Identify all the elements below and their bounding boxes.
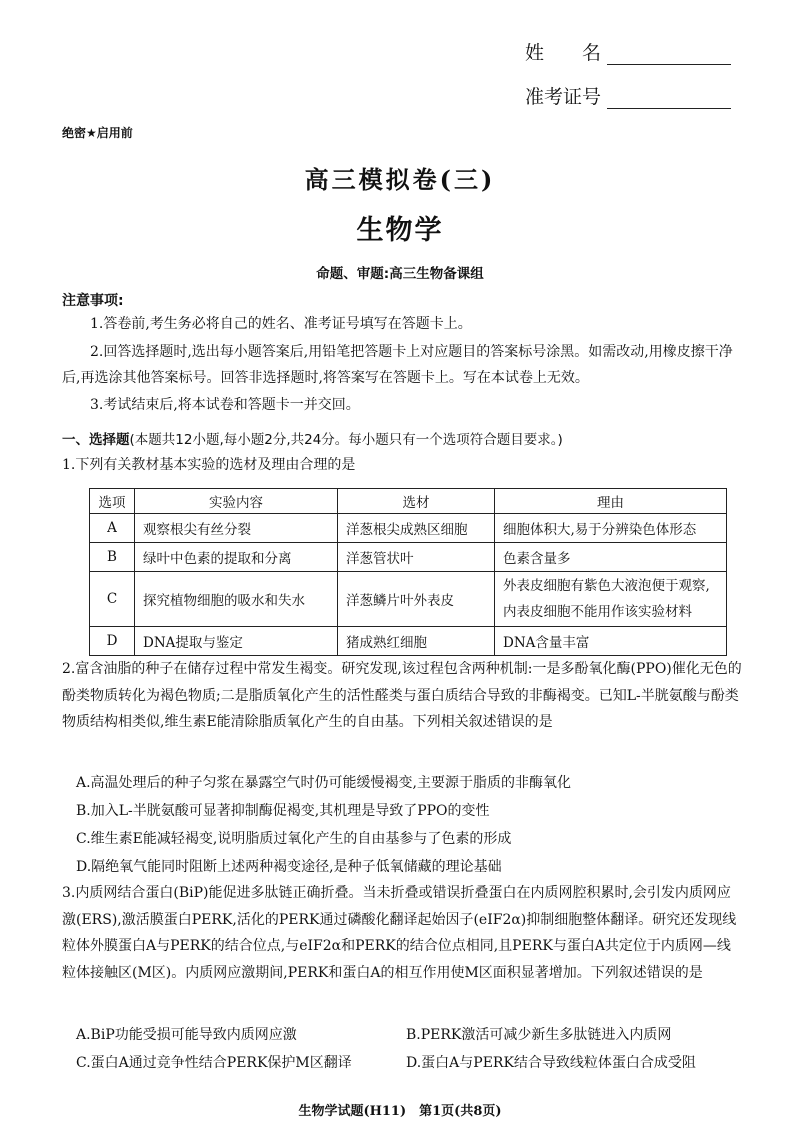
question-3-option-d: D.蛋白A与PERK结合导致线粒体蛋白合成受阻	[406, 1055, 696, 1071]
question-3-option-a: A.BiP功能受损可能导致内质网应激	[76, 1027, 297, 1043]
confidential-mark: 绝密★启用前	[62, 126, 133, 140]
table-cell: 探究植物细胞的吸水和失水	[135, 572, 338, 627]
question-1-table	[89, 488, 727, 656]
table-cell: 绿叶中色素的提取和分离	[135, 543, 338, 572]
table-row	[90, 543, 727, 572]
table-header-cell: 实验内容	[135, 489, 338, 514]
table-cell: 洋葱鳞片叶外表皮	[338, 572, 495, 627]
table-row	[90, 514, 727, 543]
notice-item-1: 1.答卷前,考生务必将自己的姓名、准考证号填写在答题卡上。	[90, 316, 472, 332]
exam-id-label: 准考证号	[525, 86, 602, 108]
question-2-option-a: A.高温处理后的种子匀浆在暴露空气时仍可能缓慢褐变,主要源于脂质的非酶氧化	[76, 775, 572, 791]
question-3-option-c: C.蛋白A通过竞争性结合PERK保护M区翻译	[76, 1055, 352, 1071]
table-row	[90, 572, 727, 627]
table-cell: B	[90, 543, 135, 572]
name-field	[525, 38, 731, 65]
section-title: 一、选择题	[62, 432, 130, 448]
table-cell: 色素含量多	[495, 543, 727, 572]
table-cell: DNA提取与鉴定	[135, 627, 338, 656]
question-3-stem: 3.内质网结合蛋白(BiP)能促进多肽链正确折叠。当未折叠或错误折叠蛋白在内质网腔积累时,会引发内质网应激(ERS),激活膜蛋白PERK,活化的PERK通过磷酸化翻译起始因子(eIF2α)抑制细胞整体翻译。研究还发现线粒体外膜蛋白A与PERK的结合位点,与eIF2α和PERK的结合位点相同,且PERK与蛋白A共定位于内质网—线粒体接触区(M区)。内质网应激期间,PERK和蛋白A的相互作用使M区面积显著增加。下列叙述错误的是	[62, 885, 737, 981]
table-cell: 洋葱根尖成熟区细胞	[338, 514, 495, 543]
notice-heading: 注意事项:	[62, 293, 124, 309]
question-2-option-b: B.加入L-半胱氨酸可显著抑制酶促褐变,其机理是导致了PPO的变性	[76, 803, 490, 819]
exam-id-field	[525, 82, 731, 109]
subject-title: 生物学	[356, 215, 444, 246]
name-blank-line	[607, 44, 731, 65]
question-1-stem: 1.下列有关教材基本实验的选材及理由合理的是	[62, 457, 356, 473]
table-cell: 洋葱管状叶	[338, 543, 495, 572]
authors-line: 命题、审题:高三生物备课组	[316, 266, 484, 282]
section-heading	[62, 428, 563, 448]
question-3-option-b: B.PERK激活可减少新生多肽链进入内质网	[406, 1027, 672, 1043]
table-cell: D	[90, 627, 135, 656]
table-cell: 猪成熟红细胞	[338, 627, 495, 656]
table-header-cell: 理由	[495, 489, 727, 514]
notice-item-2: 2.回答选择题时,选出每小题答案后,用铅笔把答题卡上对应题目的答案标号涂黑。如需改动,用橡皮擦干净后,再选涂其他答案标号。回答非选择题时,将答案写在答题卡上。写在本试卷上无效。	[62, 344, 733, 386]
table-cell: C	[90, 572, 135, 627]
table-cell: 外表皮细胞有紫色大液泡便于观察,内表皮细胞不能用作该实验材料	[495, 572, 727, 627]
section-desc: (本题共12小题,每小题2分,共24分。每小题只有一个选项符合题目要求。)	[129, 432, 563, 448]
page-title: 高三模拟卷(三)	[304, 165, 496, 194]
table-cell: DNA含量丰富	[495, 627, 727, 656]
table-cell: 观察根尖有丝分裂	[135, 514, 338, 543]
table-header-row	[90, 489, 727, 514]
exam-id-blank-line	[607, 88, 731, 109]
question-2-stem: 2.富含油脂的种子在储存过程中常发生褐变。研究发现,该过程包含两种机制:一是多酚氧化酶(PPO)催化无色的酚类物质转化为褐色物质;二是脂质氧化产生的活性醛类与蛋白质结合导致的非酶褐变。已知L-半胱氨酸与酚类物质结构相类似,维生素E能清除脂质氧化产生的自由基。下列相关叙述错误的是	[62, 661, 742, 730]
notice-item-3: 3.考试结束后,将本试卷和答题卡一并交回。	[90, 397, 360, 413]
table-row	[90, 627, 727, 656]
table-cell: A	[90, 514, 135, 543]
table-cell: 细胞体积大,易于分辨染色体形态	[495, 514, 727, 543]
page-footer: 生物学试题(H11) 第1页(共8页)	[298, 1104, 502, 1119]
question-2-option-d: D.隔绝氧气能同时阻断上述两种褐变途径,是种子低氧储藏的理论基础	[76, 859, 502, 875]
table-header-cell: 选材	[338, 489, 495, 514]
table-header-cell: 选项	[90, 489, 135, 514]
name-label: 姓 名	[525, 42, 602, 64]
question-2-option-c: C.维生素E能减轻褐变,说明脂质过氧化产生的自由基参与了色素的形成	[76, 831, 512, 847]
